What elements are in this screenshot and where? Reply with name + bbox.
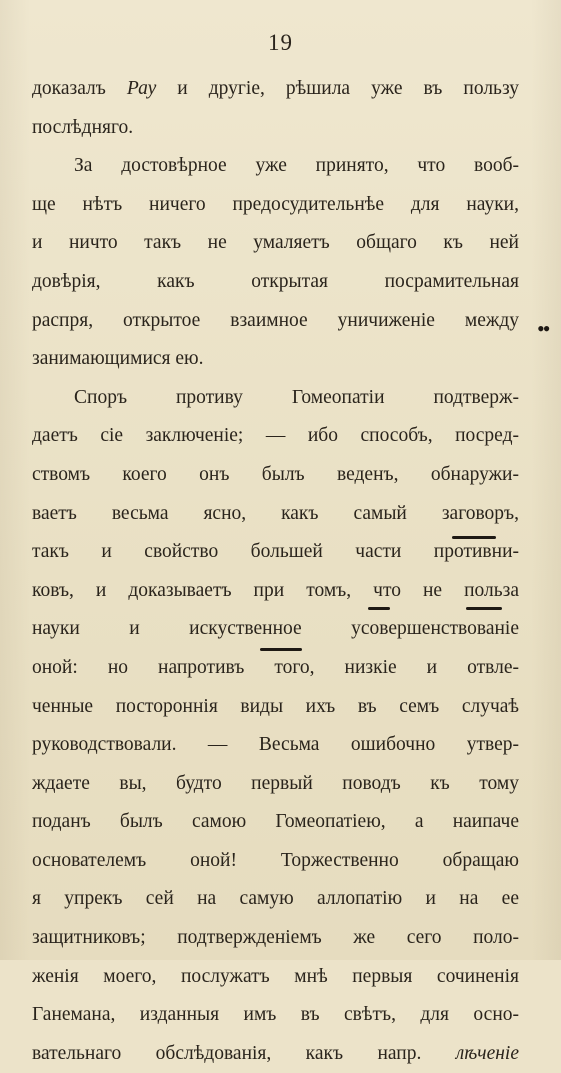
text-line: ковъ, и доказываетъ при томъ, что не польза	[32, 579, 519, 601]
margin-ink-mark: ••	[537, 316, 549, 341]
text-line: даетъ сіе заключеніе; — ибо способъ, посред-	[32, 425, 519, 447]
underline-mark	[368, 607, 390, 610]
text-line: послѣдняго.	[32, 116, 134, 138]
text-line: основателемъ оной! Торжественно обращаю	[32, 849, 519, 871]
text-line: ствомъ коего онъ былъ веденъ, обнаружи-	[32, 463, 519, 485]
text-line: ченные постороннія виды ихъ въ семъ случаѣ	[32, 695, 519, 717]
text-line: защитниковъ; подтвержденіемъ же сего поло-	[32, 927, 519, 949]
page-number: 19	[268, 30, 293, 55]
text-line: Ганемана, изданныя имъ въ свѣтъ, для осно-	[32, 1004, 519, 1026]
text-line: занимающимися ею.	[32, 348, 204, 370]
paragraph-start-line: За достовѣрное уже принято, что вооб-	[74, 155, 519, 177]
paragraph-start-line: Споръ противу Гомеопатіи подтверж-	[74, 386, 519, 408]
underline-mark	[452, 536, 496, 539]
text-line: такъ и свойство большей части противни-	[32, 541, 519, 563]
text-line: женія моего, послужатъ мнѣ первыя сочиненія	[32, 965, 519, 987]
text-line: распря, открытое взаимное уничиженіе между	[32, 309, 519, 331]
underline-mark	[260, 648, 302, 651]
text-line: руководствовали. — Весьма ошибочно утвер-	[32, 734, 519, 756]
text-line: поданъ былъ самою Гомеопатіею, а наипаче	[32, 811, 519, 833]
text-line: доказалъ Рау и другіе, рѣшила уже въ пользу	[32, 78, 519, 99]
underline-mark	[466, 607, 502, 610]
text-line: ваетъ весьма ясно, какъ самый заговоръ,	[32, 502, 519, 524]
text-line: ждаете вы, будто первый поводъ къ тому	[32, 772, 519, 794]
text-line: и ничто такъ не умаляетъ общаго къ ней	[32, 232, 519, 254]
text-line: вательнаго обслѣдованія, какъ напр. лѣченіе	[32, 1042, 519, 1064]
author-name-italic: Рау	[126, 78, 157, 99]
text-line: оной: но напротивъ того, низкіе и отвле-	[32, 656, 519, 678]
text-line: ще нѣтъ ничего предосудительнѣе для науки,	[32, 193, 519, 215]
text-line: я упрекъ сей на самую аллопатію и на ее	[32, 888, 519, 910]
text-line: довѣрія, какъ открытая посрамительная	[32, 270, 519, 292]
book-title-italic: лѣченіе	[455, 1042, 519, 1064]
body-text	[32, 70, 519, 1073]
text-line: науки и искуственное усовершенствованіе	[32, 618, 519, 640]
